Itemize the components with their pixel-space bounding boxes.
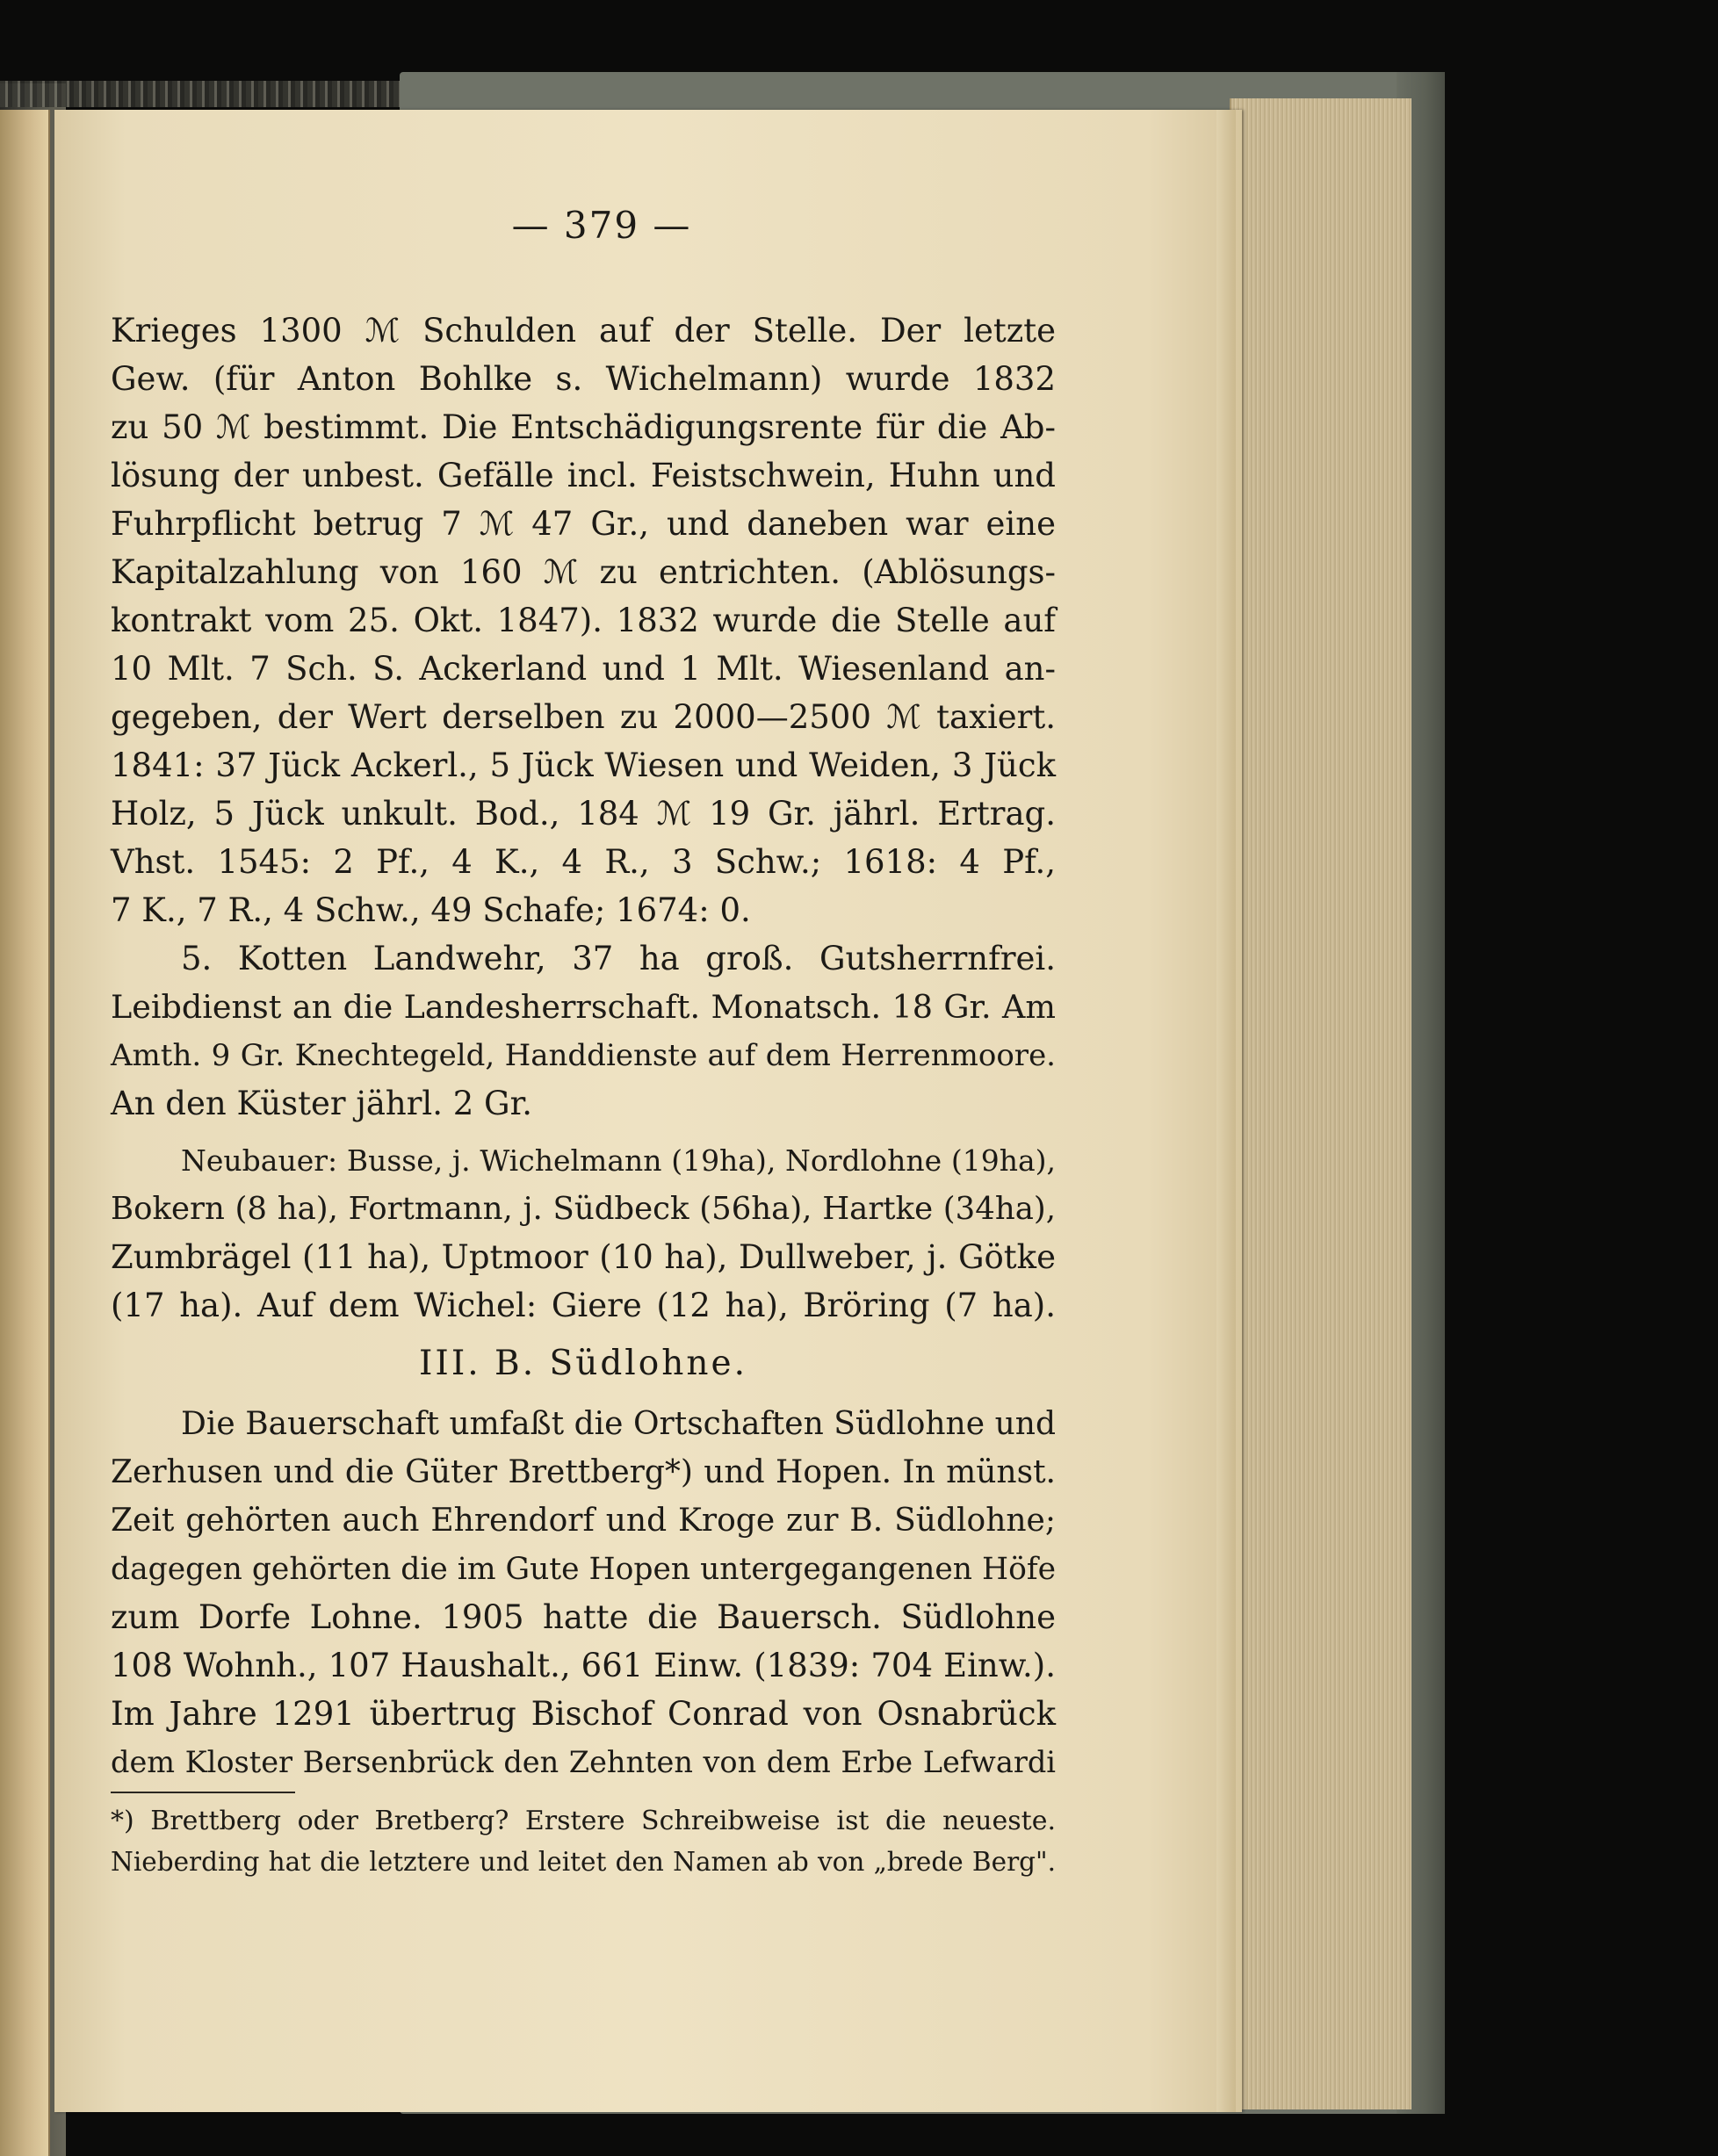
text-line: 1841: 37 Jück Ackerl., 5 Jück Wiesen und Weiden, 3 Jück [111,746,1056,784]
text-line: Gew. (für Anton Bohlke s. Wichelmann) wurde 1832 [111,360,1056,398]
page-fore-edge [1216,110,1236,2112]
text-line: Krieges 1300 ℳ Schulden auf der Stelle. Der letzte [111,312,1056,350]
text-line: 108 Wohnh., 107 Haushalt., 661 Einw. (1839: 704 Einw.). [111,1647,1056,1684]
text-line: Fuhrpflicht betrug 7 ℳ 47 Gr., und daneben war eine [111,505,1056,543]
text-line: Vhst. 1545: 2 Pf., 4 K., 4 R., 3 Schw.; 1618: 4 Pf., [111,843,1056,881]
text-line: Leibdienst an die Landesherrschaft. Monatsch. 18 Gr. Am [111,988,1056,1026]
binding-edge [0,81,422,107]
text-line: Bokern (8 ha), Fortmann, j. Südbeck (56ha), Hartke (34ha), [111,1191,1056,1227]
text-line: Zumbrägel (11 ha), Uptmoor (10 ha), Dullweber, j. Götke [111,1238,1056,1276]
text-line: zu 50 ℳ bestimmt. Die Entschädigungsrente für die Ab- [111,408,1056,446]
text-line: (17 ha). Auf dem Wichel: Giere (12 ha), Bröring (7 ha). [111,1287,1056,1324]
left-page-edge [0,110,50,2156]
text-line: dem Kloster Bersenbrück den Zehnten von dem Erbe Lefwardi [111,1745,1056,1779]
text-line: Zeit gehörten auch Ehrendorf und Kroge zur B. Südlohne; [111,1503,1056,1539]
footnote-rule [111,1792,295,1793]
footnote-line: *) Brettberg oder Bretberg? Erstere Schreibweise ist die neueste. [111,1806,1056,1836]
section-heading: III. B. Südlohne. [419,1344,747,1383]
page-stack-edge [1230,98,1411,2109]
text-line: Die Bauerschaft umfaßt die Ortschaften Südlohne und [181,1406,1056,1442]
text-line: 5. Kotten Landwehr, 37 ha groß. Gutsherrnfrei. [181,940,1056,977]
text-line: Amth. 9 Gr. Knechtegeld, Handdienste auf dem Herrenmoore. [111,1038,1056,1073]
footnote-line: Nieberding hat die letztere und leitet den Namen ab von „brede Berg". [111,1847,1056,1877]
text-line: 7 K., 7 R., 4 Schw., 49 Schafe; 1674: 0. [111,891,751,929]
text-line: An den Küster jährl. 2 Gr. [111,1085,532,1122]
text-line: dagegen gehörten die im Gute Hopen untergegangenen Höfe [111,1552,1057,1587]
text-line: Im Jahre 1291 übertrug Bischof Conrad von Osnabrück [111,1695,1056,1733]
text-line: Kapitalzahlung von 160 ℳ zu entrichten. (Ablösungs- [111,553,1056,591]
page-number: — 379 — [511,204,692,247]
text-line: gegeben, der Wert derselben zu 2000—2500 ℳ taxiert. [111,698,1056,736]
text-line: 10 Mlt. 7 Sch. S. Ackerland und 1 Mlt. Wiesenland an- [111,650,1056,688]
text-line: lösung der unbest. Gefälle incl. Feistschwein, Huhn und [111,457,1056,494]
text-line: Holz, 5 Jück unkult. Bod., 184 ℳ 19 Gr. jährl. Ertrag. [111,795,1056,833]
text-line: zum Dorfe Lohne. 1905 hatte die Bauersch. Südlohne [111,1598,1056,1636]
text-line: kontrakt vom 25. Okt. 1847). 1832 wurde die Stelle auf [111,602,1056,639]
text-line: Neubauer: Busse, j. Wichelmann (19ha), Nordlohne (19ha), [181,1143,1056,1178]
text-line: Zerhusen und die Güter Brettberg*) und Hopen. In münst. [111,1454,1056,1490]
